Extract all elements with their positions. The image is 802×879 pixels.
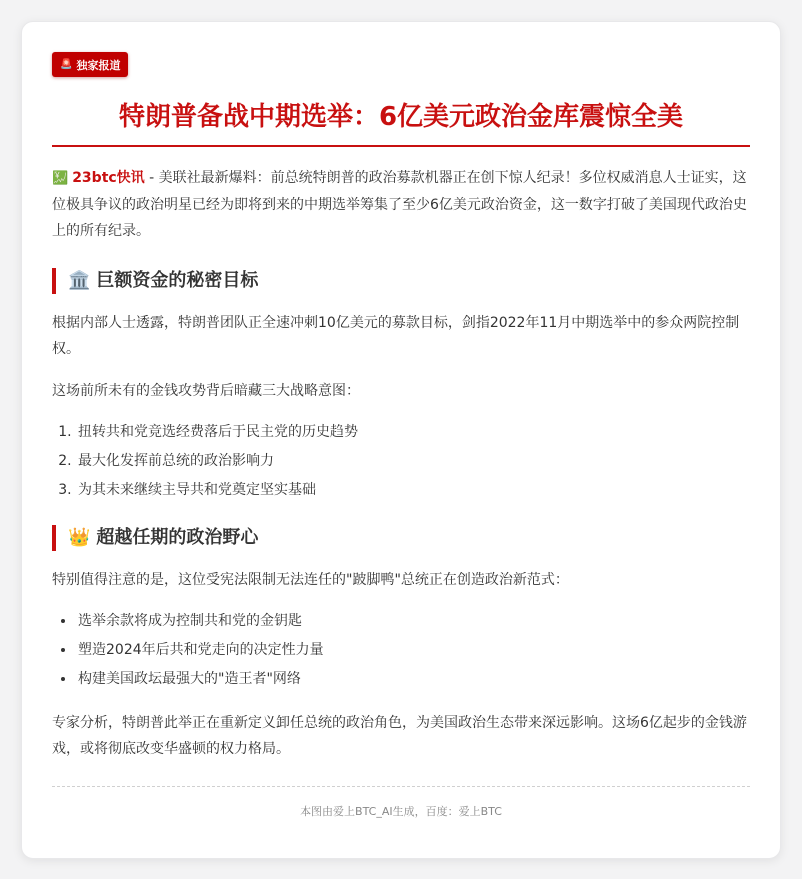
paragraph: 专家分析，特朗普此举正在重新定义卸任总统的政治角色，为美国政治生态带来深远影响。这场6亿起步的金钱游戏，或将彻底改变华盛顿的权力格局。 — [52, 715, 747, 757]
ambition-list — [52, 607, 750, 694]
article-title: 特朗普备战中期选举：6亿美元政治金库震惊全美 — [52, 99, 750, 147]
paragraph: 这场前所未有的金钱攻势背后暗藏三大战略意图： — [52, 383, 360, 399]
list-item: 1. 扭转共和党竞选经费落后于民主党的历史趋势 — [76, 418, 750, 447]
list-item: 2. 最大化发挥前总统的政治影响力 — [76, 447, 750, 476]
red-light-icon: 🚨 — [60, 59, 73, 70]
badge-label: 独家报道 — [76, 58, 121, 72]
paragraph: 根据内部人士透露，特朗普团队正全速冲刺10亿美元的募款目标，剑指2022年11月中期选举中的参众两院控制权。 — [52, 315, 740, 357]
list-item: • 构建美国政坛最强大的"造王者"网络 — [76, 665, 750, 694]
divider — [52, 786, 750, 787]
lead-paragraph — [52, 165, 750, 244]
strategy-list — [52, 418, 750, 505]
section-heading-text: 超越任期的政治野心 — [96, 527, 259, 548]
news-source: 23btc快讯 — [72, 170, 145, 186]
article-card — [21, 21, 781, 859]
section-heading-text: 巨额资金的秘密目标 — [96, 270, 259, 291]
list-item: • 塑造2024年后共和党走向的决定性力量 — [76, 636, 750, 665]
crown-icon: 👑 — [68, 527, 91, 548]
lead-text: - 美联社最新爆料：前总统特朗普的政治募款机器正在创下惊人纪录！多位权威消息人士证实，这位极具争议的政治明星已经为即将到来的中期选举筹集了至少6亿美元政治资金，这一数字打破了美国现代政治史上的所有纪录。 — [52, 170, 747, 239]
list-item: • 选举余款将成为控制共和党的金钥匙 — [76, 607, 750, 636]
section-heading-funds — [52, 268, 750, 294]
exclusive-badge — [52, 52, 128, 77]
bank-icon: 🏛️ — [68, 270, 91, 291]
section-heading-ambition — [52, 525, 750, 551]
list-item: 3. 为其未来继续主导共和党奠定坚实基础 — [76, 476, 750, 505]
paragraph: 特别值得注意的是，这位受宪法限制无法连任的"跛脚鸭"总统正在创造政治新范式： — [52, 572, 569, 588]
ticker-icon: 💹 — [52, 171, 69, 186]
footer-note: 本图由爱上BTC_AI生成，百度：爱上BTC — [300, 805, 502, 818]
